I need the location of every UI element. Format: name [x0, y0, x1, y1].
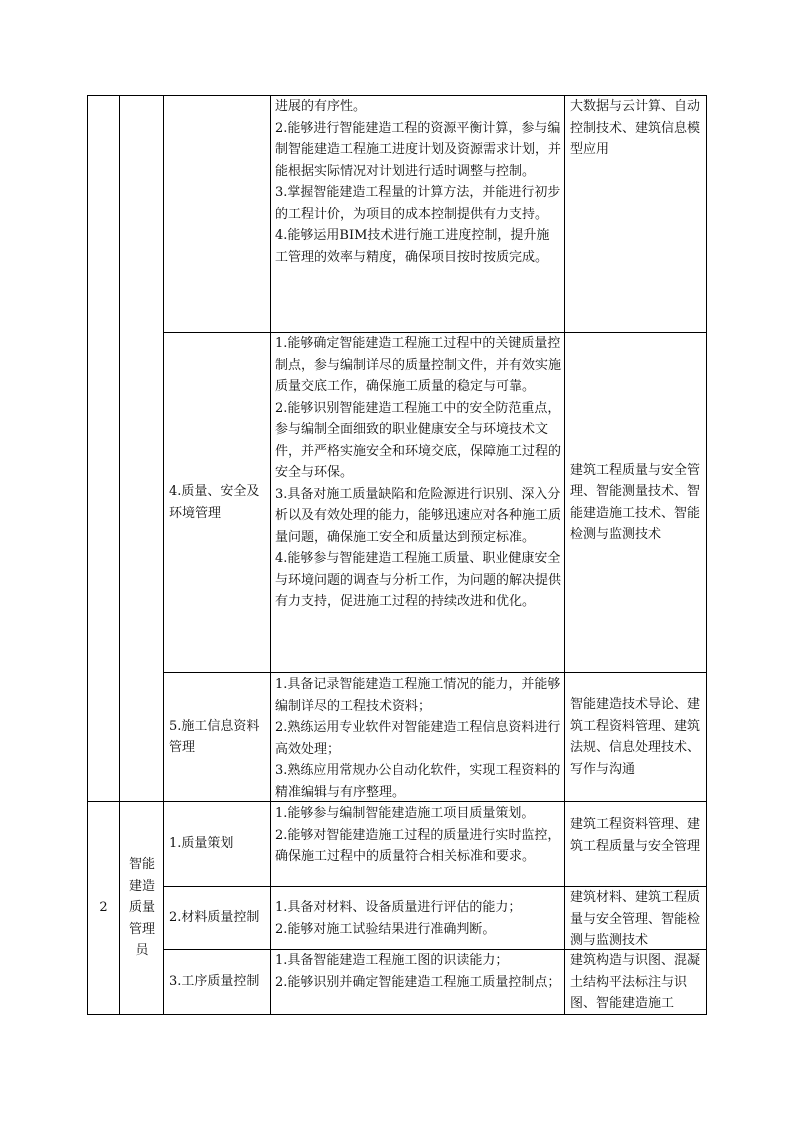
ability-item: 2.能够对智能建造施工过程的质量进行实时监控，确保施工过程中的质量符合相关标准和要求。 [275, 827, 561, 864]
col-divider [119, 95, 120, 1015]
ability-item: 2.能够识别智能建造工程施工中的安全防范重点，参与编制全面细致的职业健康安全与环境技术文件，并严格实施安全和环境交底，保障施工过程的安全与环保。 [275, 400, 562, 480]
task-cell [169, 887, 266, 949]
curriculum-table [87, 95, 707, 1015]
ability-item: 4.能够参与智能建造工程施工质量、职业健康安全与环境问题的调查与分析工作，为问题的解决提供有力支持，促进施工过程的持续改进和优化。 [275, 551, 562, 609]
task-label: 2.材料质量控制 [169, 910, 260, 926]
ability-item: 1.具备智能建造工程施工图的识读能力； [275, 953, 509, 968]
post-name-text: 智能建造质量管理员 [128, 857, 155, 959]
ability-cell [275, 950, 561, 993]
ability-cell [275, 333, 561, 613]
ability-item: 2.熟练运用专业软件对智能建造工程信息资料进行高效处理； [275, 720, 561, 757]
col-divider [564, 95, 565, 1015]
post-number [88, 802, 119, 1014]
course-text: 建筑工程质量与安全管理、智能测量技术、智能建造施工技术、智能检测与监测技术 [570, 462, 701, 542]
task-label: 5.施工信息资料管理 [169, 718, 260, 755]
course-cell [570, 814, 702, 857]
ability-item: 2.能够对施工试验结果进行准确判断。 [275, 921, 496, 937]
course-cell [570, 333, 702, 672]
course-cell [570, 887, 702, 952]
course-text: 建筑材料、建筑工程质量与安全管理、智能检测与监测技术 [570, 890, 701, 948]
ability-cell [275, 674, 561, 803]
ability-cell [275, 803, 561, 868]
ability-item: 2.能够识别并确定智能建造工程施工质量控制点； [275, 974, 561, 990]
ability-item: 3.熟练应用常规办公自动化软件，实现工程资料的精准编辑与有序整理。 [275, 763, 561, 800]
task-label: 1.质量策划 [169, 836, 234, 852]
ability-item: 1.能够参与编制智能建造施工项目质量策划。 [275, 806, 535, 821]
ability-item: 3.具备对施工质量缺陷和危险源进行识别、深入分析以及有效处理的能力，能够迅速应对各种施工质量问题，确保施工安全和质量达到预定标准。 [275, 486, 562, 545]
border-right [706, 95, 707, 1015]
course-text: 大数据与云计算、自动控制技术、建筑信息模型应用 [570, 99, 701, 157]
task-label: 4.质量、安全及环境管理 [169, 484, 260, 521]
course-cell [570, 96, 702, 161]
task-cell [169, 802, 266, 886]
ability-item: 3.掌握智能建造工程量的计算方法，并能进行初步的工程计价，为项目的成本控制提供有力支持。 [275, 185, 561, 222]
ability-cell [275, 897, 561, 940]
course-cell [570, 950, 702, 1015]
course-cell [570, 673, 702, 801]
course-text: 建筑工程资料管理、建筑工程质量与安全管理 [570, 817, 701, 854]
ability-cell [275, 96, 561, 268]
ability-item: 进展的有序性。 [275, 99, 367, 114]
task-label: 3.工序质量控制 [169, 974, 260, 990]
ability-item: 1.具备对材料、设备质量进行评估的能力； [275, 900, 522, 915]
ability-item: 1.能够确定智能建造工程施工过程中的关键质量控制点，参与编制详尽的质量控制文件，并有效实施质量交底工作，确保施工质量的稳定与可靠。 [275, 336, 562, 394]
task-cell [169, 950, 266, 1014]
task-cell [169, 673, 266, 801]
col-divider [163, 95, 164, 1015]
course-text: 建筑构造与识图、混凝土结构平法标注与识图、智能建造施工 [570, 953, 701, 1011]
post-name [126, 802, 158, 1014]
ability-item: 4.能够运用BIM技术进行施工进度控制，提升施工管理的效率与精度，确保项目按时按质完成。 [275, 228, 550, 265]
ability-item: 1.具备记录智能建造工程施工情况的能力，并能够编制详尽的工程技术资料； [275, 677, 561, 714]
col-divider [270, 95, 271, 1015]
course-text: 智能建造技术导论、建筑工程资料管理、建筑法规、信息处理技术、写作与沟通 [570, 697, 701, 777]
post-number-text: 2 [99, 900, 108, 916]
task-cell [169, 333, 266, 672]
ability-item: 2.能够进行智能建造工程的资源平衡计算，参与编制智能建造工程施工进度计划及资源需求计划，并能根据实际情况对计划进行适时调整与控制。 [275, 120, 562, 179]
